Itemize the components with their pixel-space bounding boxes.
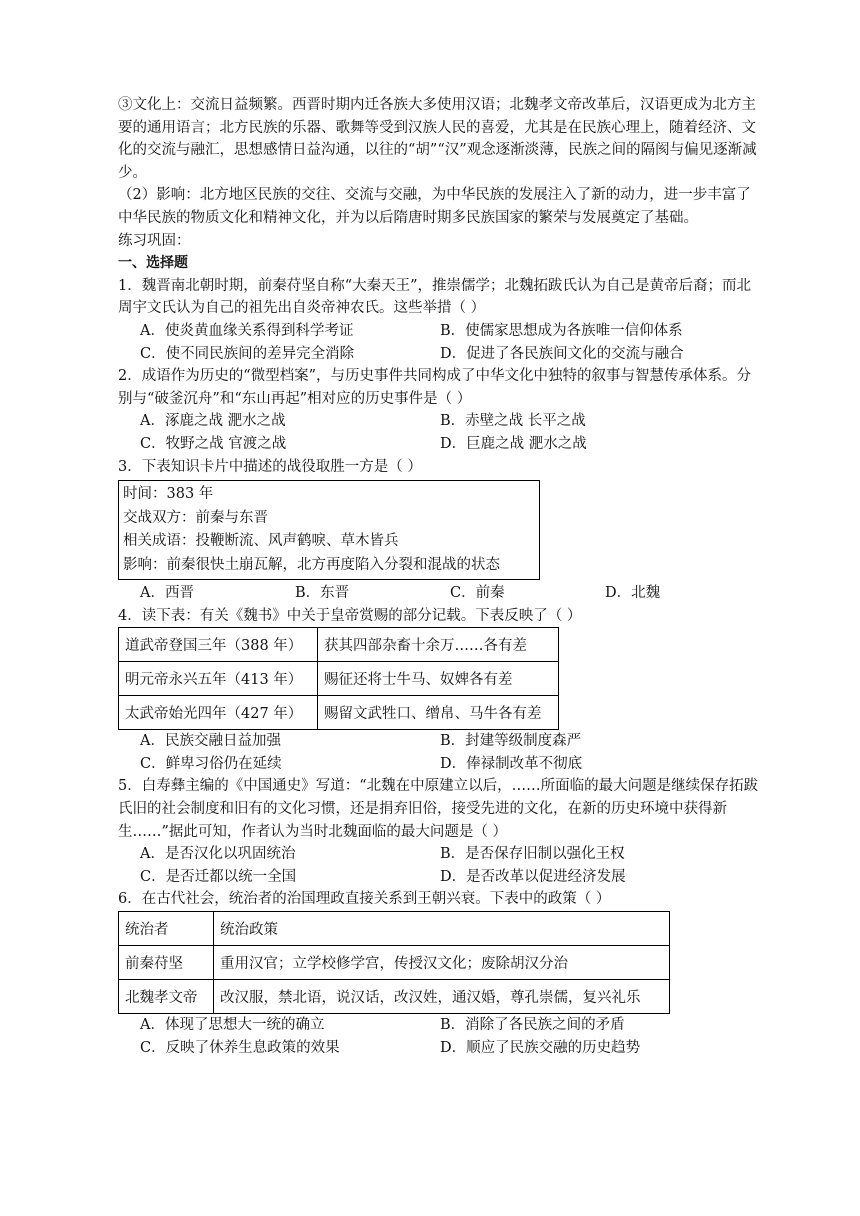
practice-heading: 练习巩固： xyxy=(118,232,191,249)
option-c[interactable]: C．使不同民族间的差异完全消除 xyxy=(140,345,355,362)
option-c[interactable]: C．鲜卑习俗仍在延续 xyxy=(140,755,282,772)
option-c[interactable]: C．前秦 xyxy=(450,585,505,602)
option-d[interactable]: D．北魏 xyxy=(605,585,661,602)
question-5-stem: 5．白寿彝主编的《中国通史》写道：“北魏在中原建立以后，……所面临的最大问题是继续保存拓跋氏旧的社会制度和旧有的文化习惯，还是捐弃旧俗，接受先进的文化，在新的历史环境中获得新生……”据此可知，作者认为当时北魏面临的最大问题是（ ） xyxy=(118,778,759,840)
question-1-options xyxy=(118,320,760,365)
table-cell: 重用汉官；立学校修学宫，传授汉文化；废除胡汉分治 xyxy=(214,946,670,980)
culture-paragraph: ③文化上：交流日益频繁。西晋时期内迁各族大多使用汉语；北魏孝文帝改革后，汉语更成为北方主要的通用语言；北方民族的乐器、歌舞等受到汉族人民的喜爱，尤其是在民族心理上，随着经济、文化的交流与融汇，思想感情日益沟通，以往的“胡”“汉”观念逐渐淡薄，民族之间的隔阂与偏见逐渐减少。 xyxy=(118,97,757,181)
option-a[interactable]: A．体现了思想大一统的确立 xyxy=(140,1017,325,1034)
table-row xyxy=(119,980,670,1014)
option-a[interactable]: A．涿鹿之战 淝水之战 xyxy=(140,413,286,430)
question-6-options xyxy=(118,1014,760,1059)
option-d[interactable]: D．巨鹿之战 淝水之战 xyxy=(440,435,587,452)
table-cell: 太武帝始光四年（427 年） xyxy=(119,696,318,730)
option-a[interactable]: A．民族交融日益加强 xyxy=(140,733,281,750)
knowledge-card xyxy=(118,480,540,580)
table-cell: 赐留文武牲口、缯帛、马牛各有差 xyxy=(318,696,559,730)
policy-table xyxy=(118,911,670,1014)
option-c[interactable]: C．反映了休养生息政策的效果 xyxy=(140,1039,340,1056)
question-6-stem: 6．在古代社会，统治者的治国理政直接关系到王朝兴衰。下表中的政策（ ） xyxy=(118,891,611,908)
card-line: 相关成语：投鞭断流、风声鹤唳、草木皆兵 xyxy=(123,533,399,550)
table-cell: 道武帝登国三年（388 年） xyxy=(119,628,318,662)
card-line: 交战双方：前秦与东晋 xyxy=(123,509,268,526)
option-d[interactable]: D．俸禄制改革不彻底 xyxy=(440,755,583,772)
question-4-stem: 4．读下表：有关《魏书》中关于皇帝赏赐的部分记载。下表反映了（ ） xyxy=(118,607,582,624)
table-row xyxy=(119,696,559,730)
option-d[interactable]: D．促进了各民族间文化的交流与融合 xyxy=(440,345,684,362)
option-b[interactable]: B．使儒家思想成为各族唯一信仰体系 xyxy=(440,322,683,339)
table-cell: 赐征还将士牛马、奴婢各有差 xyxy=(318,662,559,696)
table-row xyxy=(119,912,670,946)
option-b[interactable]: B．赤壁之战 长平之战 xyxy=(440,413,586,430)
table-row xyxy=(119,946,670,980)
table-cell: 前秦苻坚 xyxy=(119,946,214,980)
question-5-options xyxy=(118,843,760,888)
question-3-options xyxy=(118,582,760,605)
option-c[interactable]: C．牧野之战 官渡之战 xyxy=(140,435,287,452)
table-row xyxy=(119,628,559,662)
table-cell: 明元帝永兴五年（413 年） xyxy=(119,662,318,696)
table-cell: 改汉服，禁北语，说汉话，改汉姓，通汉婚，尊孔崇儒，复兴礼乐 xyxy=(214,980,670,1014)
table-cell: 北魏孝文帝 xyxy=(119,980,214,1014)
question-2-stem: 2．成语作为历史的“微型档案”，与历史事件共同构成了中华文化中独特的叙事与智慧传承体系。分别与“破釜沉舟”和“东山再起”相对应的历史事件是（ ） xyxy=(118,368,752,407)
table-cell: 统治政策 xyxy=(214,912,670,946)
table-cell: 统治者 xyxy=(119,912,214,946)
wei-shu-table xyxy=(118,627,559,730)
document-page xyxy=(118,94,760,1059)
card-line: 影响：前秦很快土崩瓦解，北方再度陷入分裂和混战的状态 xyxy=(123,556,500,573)
option-c[interactable]: C．是否迁都以统一全国 xyxy=(140,868,297,885)
option-b[interactable]: B．封建等级制度森严 xyxy=(440,733,582,750)
option-a[interactable]: A．西晋 xyxy=(140,585,194,602)
option-b[interactable]: B．东晋 xyxy=(295,585,350,602)
table-row xyxy=(119,662,559,696)
card-line: 时间：383 年 xyxy=(123,486,214,503)
question-1-stem: 1．魏晋南北朝时期，前秦苻坚自称“大秦天王”，推崇儒学；北魏拓跋氏认为自己是黄帝后裔；而北周宇文氏认为自己的祖先出自炎帝神农氏。这些举措（ ） xyxy=(118,277,752,317)
influence-paragraph: （2）影响：北方地区民族的交往、交流与交融，为中华民族的发展注入了新的动力，进一步丰富了中华民族的物质文化和精神文化，并为以后隋唐时期多民族国家的繁荣与发展奠定了基础。 xyxy=(118,187,751,226)
section-heading: 一、选择题 xyxy=(118,255,188,272)
option-b[interactable]: B．是否保存旧制以强化王权 xyxy=(440,846,625,863)
question-4-options xyxy=(118,730,760,775)
option-b[interactable]: B．消除了各民族之间的矛盾 xyxy=(440,1017,625,1034)
option-d[interactable]: D．是否改革以促进经济发展 xyxy=(440,868,626,885)
question-2-options xyxy=(118,410,760,455)
question-3-stem: 3．下表知识卡片中描述的战役取胜一方是（ ） xyxy=(118,458,422,475)
option-a[interactable]: A．使炎黄血缘关系得到科学考证 xyxy=(140,322,354,339)
option-a[interactable]: A．是否汉化以巩固统治 xyxy=(140,846,296,863)
table-cell: 获其四部杂畜十余万……各有差 xyxy=(318,628,559,662)
option-d[interactable]: D．顺应了民族交融的历史趋势 xyxy=(440,1039,641,1056)
